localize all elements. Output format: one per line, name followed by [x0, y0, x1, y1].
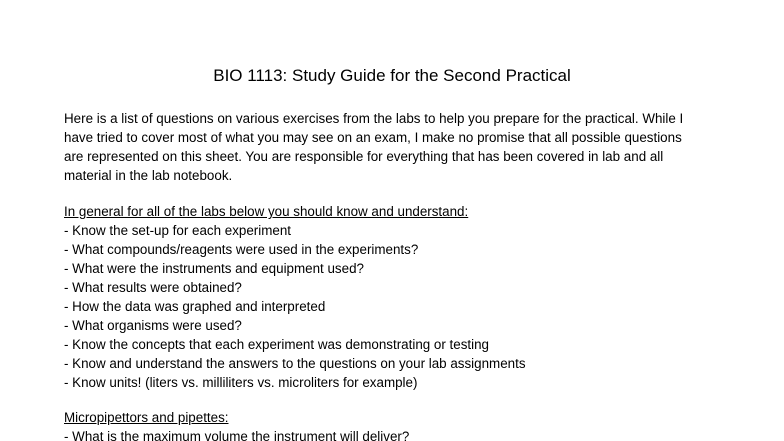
list-item: - Know units! (liters vs. milliliters vs. microliters for example)	[64, 375, 418, 390]
pipettors-section	[64, 408, 754, 441]
list-item: - What results were obtained?	[64, 280, 242, 295]
intro-line: material in the lab notebook.	[64, 168, 233, 183]
document-title: BIO 1113: Study Guide for the Second Practical	[213, 66, 571, 85]
list-item: - How the data was graphed and interpreted	[64, 299, 326, 314]
list-item: - What organisms were used?	[64, 318, 242, 333]
pipettors-heading: Micropipettors and pipettes:	[64, 410, 229, 425]
intro-line: are represented on this sheet. You are responsible for everything that has been covered in lab and all	[64, 149, 664, 164]
general-heading: In general for all of the labs below you should know and understand:	[64, 204, 469, 219]
intro-line: Here is a list of questions on various exercises from the labs to help you prepare for the practical. While I	[64, 111, 684, 126]
general-section	[64, 202, 754, 392]
list-item: - Know the concepts that each experiment was demonstrating or testing	[64, 337, 490, 352]
list-item: - Know the set-up for each experiment	[64, 223, 292, 238]
list-item: - What were the instruments and equipment used?	[64, 261, 364, 276]
intro-line: have tried to cover most of what you may see on an exam, I make no promise that all possible questions	[64, 130, 682, 145]
list-item: - What is the maximum volume the instrument will deliver?	[64, 429, 410, 441]
intro-paragraph	[64, 109, 754, 185]
list-item: - What compounds/reagents were used in the experiments?	[64, 242, 419, 257]
list-item: - Know and understand the answers to the questions on your lab assignments	[64, 356, 526, 371]
